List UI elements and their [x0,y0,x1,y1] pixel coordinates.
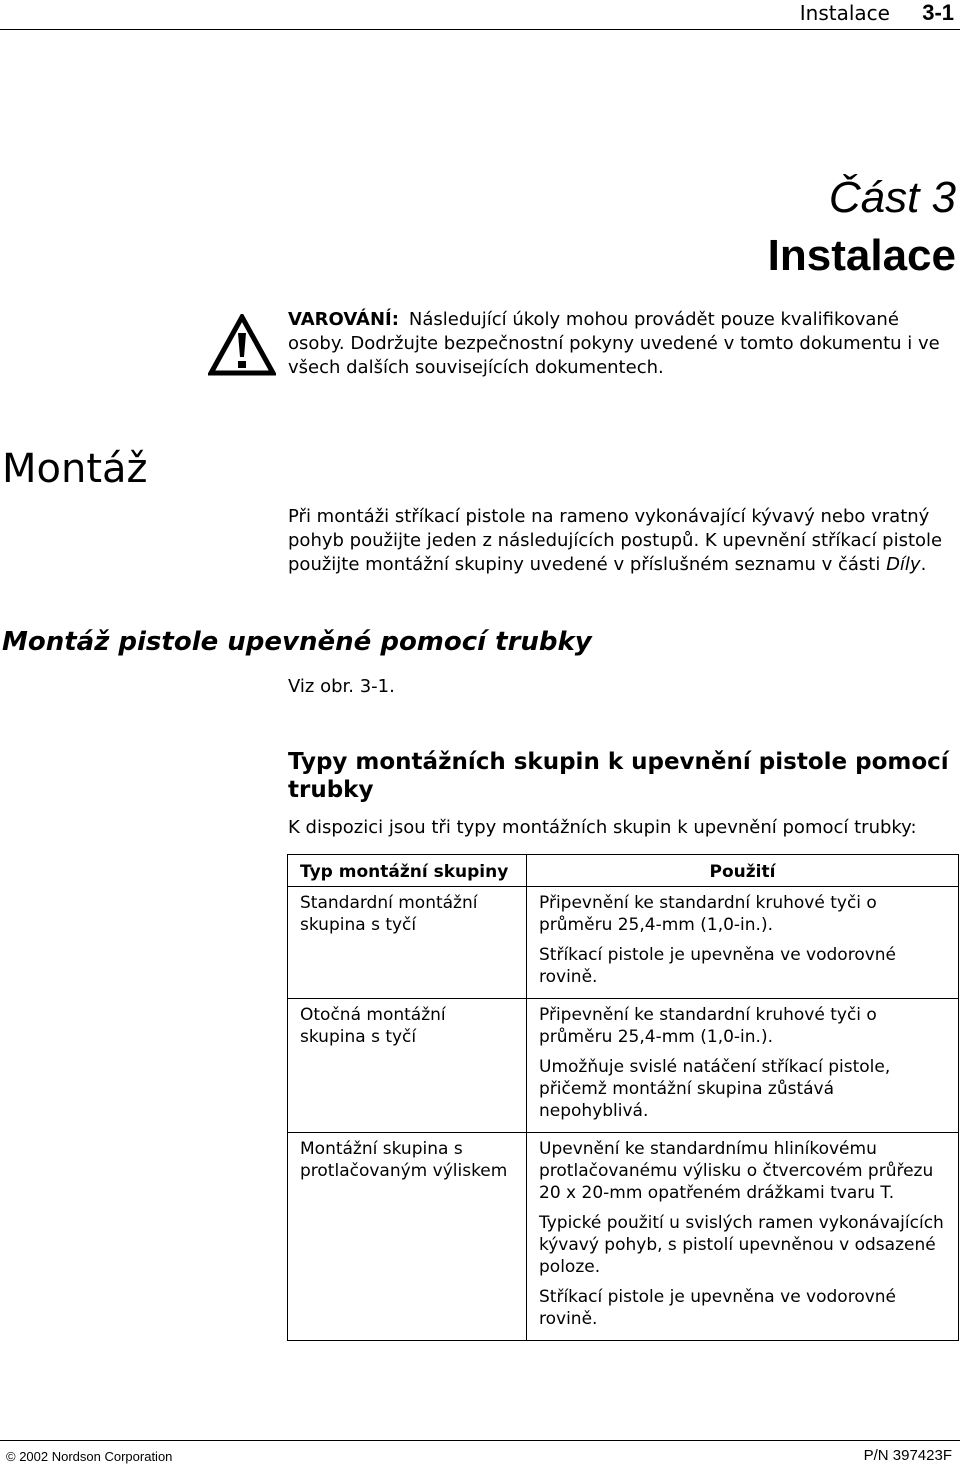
page-header [0,0,960,24]
subsection-heading-tube-mount: Montáž pistole upevněné pomocí trubky [2,627,592,657]
use-item: Typické použití u svislých ramen vykonávajících kývavý pohyb, s pistolí upevněnou v odsazené poloze. [539,1213,944,1277]
use-item: Připevnění ke standardní kruhové tyči o průměru 25,4-mm (1,0-in.). [539,893,877,935]
mounting-intro [288,505,958,577]
table-header-row [288,855,959,887]
mounting-types-table [287,854,959,1341]
use-item: Stříkací pistole je upevněna ve vodorovné rovině. [539,1287,897,1329]
footer-copyright: © 2002 Nordson Corporation [6,1449,173,1464]
figure-reference: Viz obr. 3-1. [288,676,395,697]
header-divider [0,29,960,30]
table-row [288,1133,959,1341]
table-row [288,887,959,999]
mount-type-cell: Standardní montážní skupina s tyčí [288,887,527,999]
use-item: Umožňuje svislé natáčení stříkací pistole, přičemž montážní skupina zůstává nepohyblivá. [539,1057,891,1121]
mount-use-cell [527,999,959,1133]
mounting-intro-text: Při montáži stříkací pistole na rameno vykonávající kývavý nebo vratný pohyb použijte jeden z následujících postupů. K upevnění stříkací pistole použijte montážní skupiny uvedené v příslušném seznamu v části [288,506,943,575]
use-item: Připevnění ke standardní kruhové tyči o průměru 25,4-mm (1,0-in.). [539,1005,877,1047]
table-heading: Typy montážních skupin k upevnění pistole pomocí trubky [288,749,949,803]
header-section-title: Instalace [799,1,890,25]
mount-type-cell: Montážní skupina s protlačovaným výliskem [288,1133,527,1341]
mounting-intro-end: . [920,554,927,575]
warning-block [288,308,958,380]
part-title: Instalace [767,231,956,280]
table-row [288,999,959,1133]
mount-use-cell [527,887,959,999]
part-number: Část 3 [828,173,956,222]
warning-label: VAROVÁNÍ: [288,309,399,330]
warning-triangle-icon [208,314,276,376]
mount-type-cell: Otočná montážní skupina s tyčí [288,999,527,1133]
section-heading-montaz: Montáž [2,446,148,492]
mounting-intro-ref: Díly [886,554,921,575]
column-header-type: Typ montážní skupiny [288,855,527,887]
warning-text: Následující úkoly mohou provádět pouze kvalifikované osoby. Dodržujte bezpečnostní pokyny uvedené v tomto dokumentu i ve všech dalších souvisejících dokumentech. [288,309,940,378]
column-header-use: Použití [527,855,959,887]
footer-divider [0,1440,960,1441]
footer-part-number: P/N 397423F [863,1447,952,1464]
use-item: Upevnění ke standardnímu hliníkovému protlačovanému výlisku o čtvercovém průřezu 20 x 20-mm opatřeném drážkami tvaru T. [539,1139,934,1203]
mount-use-cell [527,1133,959,1341]
use-item: Stříkací pistole je upevněna ve vodorovné rovině. [539,945,897,987]
table-description: K dispozici jsou tři typy montážních skupin k upevnění pomocí trubky: [288,817,917,838]
header-page-number: 3-1 [922,0,954,25]
